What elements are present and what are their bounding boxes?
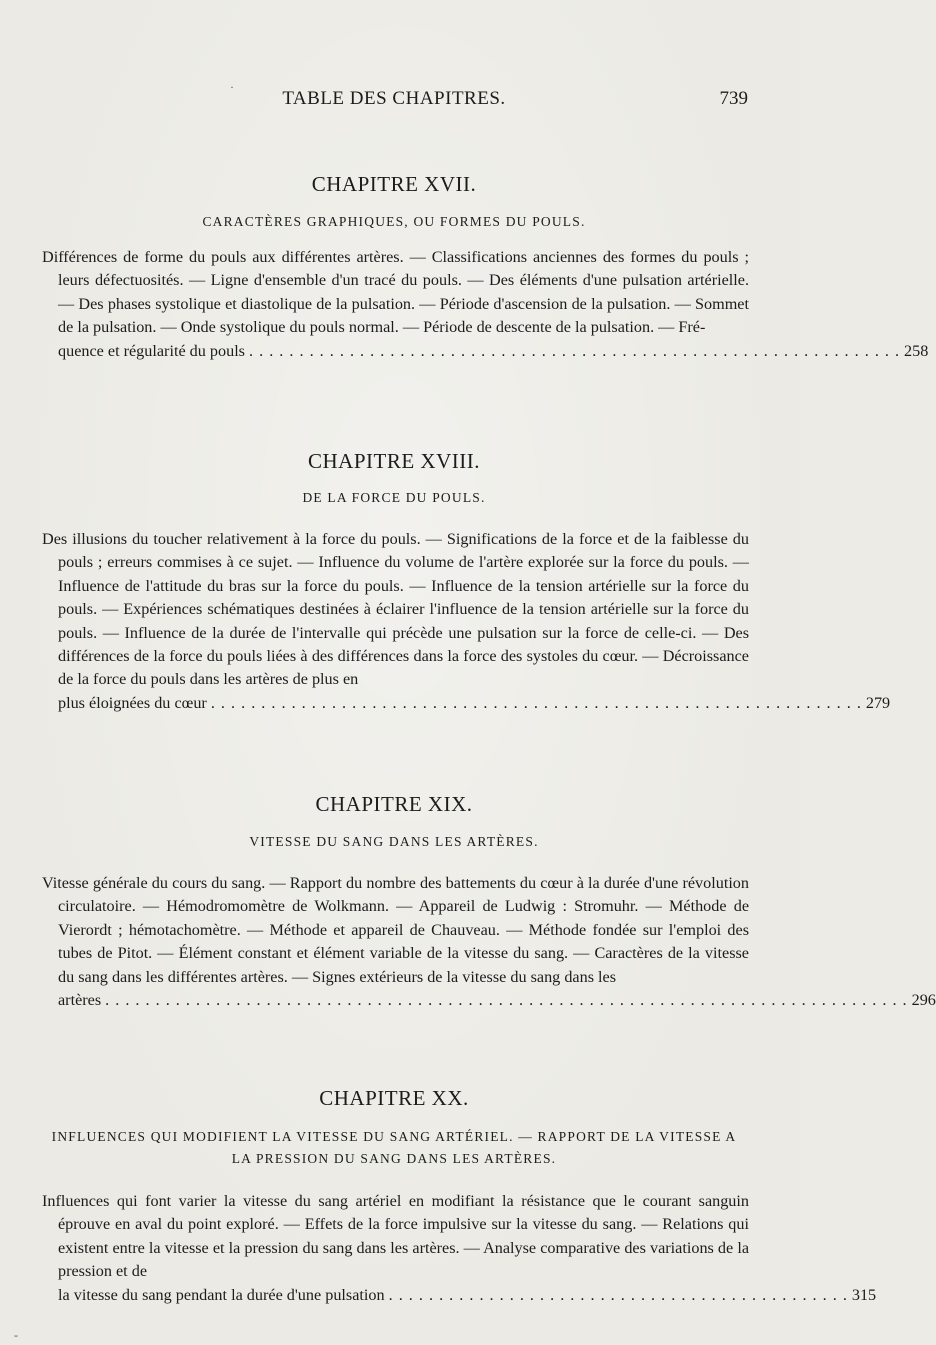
chapter-heading: CHAPITRE XIX. (315, 792, 473, 816)
entry-page-ref: 258 (904, 341, 929, 360)
leader-dots: . . . . . . . . . . . . . . . . . . . . . . . . . . . . . . . . . . . . . . . . . . . . . . . . . . . . . . . . . . . . . . . . . (249, 341, 901, 360)
leader-dots: . . . . . . . . . . . . . . . . . . . . . . . . . . . . . . . . . . . . . . . . . . . . . . (388, 1285, 848, 1304)
leader-dots: . . . . . . . . . . . . . . . . . . . . . . . . . . . . . . . . . . . . . . . . . . . . . . . . . . . . . . . . . . . . . . . . . (210, 693, 862, 712)
running-head (40, 88, 748, 114)
summary-text: Influences qui font varier la vitesse du sang artériel en modifiant la résistance que le courant sanguin éprouve en aval du point exploré. — Effets de la force impulsive sur la vitesse du sang. — Relations qui existent entre la vitesse et la pression du sang dans les artères. — Analyse comparative des variations de la pression et de (42, 1192, 749, 1281)
toc-entry-line (42, 1284, 877, 1307)
running-head-title: TABLE DES CHAPITRES. (282, 88, 506, 109)
chapter-heading: CHAPITRE XVII. (311, 172, 477, 196)
entry-page-ref: 279 (865, 693, 891, 712)
toc-entry-line (42, 340, 929, 363)
entry-page-ref: 315 (851, 1285, 877, 1304)
toc-entry-line (42, 692, 891, 715)
entry-last-line: plus éloignées du cœur (58, 693, 207, 712)
summary-text: Différences de forme du pouls aux différentes artères. — Classifications anciennes des formes du pouls ; leurs défectuosités. — Ligne d'ensemble d'un tracé du pouls. — Des éléments d'une pulsation artérielle. — Des phases systolique et diastolique de la pulsation. — Période d'ascension de la pulsation. — Sommet de la pulsation. — Onde systolique du pouls normal. — Période de descente de la pulsation. — Fré- (42, 248, 749, 337)
entry-last-line: artères (58, 991, 102, 1010)
page-number: 739 (719, 88, 748, 109)
summary-text: Des illusions du toucher relativement à la force du pouls. — Significations de la force et de la faiblesse du pouls ; erreurs commises à ce sujet. — Influence du volume de l'artère explorée sur la force du pouls. — Influence de l'attitude du bras sur la force du pouls. — Influence de la tension artérielle sur la force du pouls. — Expériences schématiques destinées à éclairer l'influence de la tension artérielle sur la force du pouls. — Influence de la durée de l'intervalle qui précède une pulsation sur la force de celle-ci. — Des différences de la force du pouls liées à des différences dans la force des systoles du cœur. — Décroissance de la force du pouls dans les artères de plus en (42, 530, 749, 689)
chapter-summary (42, 872, 936, 1012)
chapter-subtitle: CARACTÈRES GRAPHIQUES, OU FORMES DU POULS. (202, 214, 586, 229)
leader-dots: . . . . . . . . . . . . . . . . . . . . . . . . . . . . . . . . . . . . . . . . . . . . . . . . . . . . . . . . . . . . . . . . . . . . . . . . . . . . . . . . (105, 991, 908, 1010)
summary-text: Vitesse générale du cours du sang. — Rapport du nombre des battements du cœur à la durée d'une révolution circulatoire. — Hémodromomètre de Wolkmann. — Appareil de Ludwig : Stromuhr. — Méthode de Vierordt ; hémotachomètre. — Méthode et appareil de Chauveau. — Méthode fondée sur l'emploi des tubes de Pitot. — Élément constant et élément variable de la vitesse du sang. — Caractères de la vitesse du sang dans les différentes artères. — Signes extérieurs de la vitesse du sang dans les (42, 874, 749, 986)
chapter-subtitle: INFLUENCES QUI MODIFIENT LA VITESSE DU SANG ARTÉRIEL. — RAPPORT DE LA VITESSE A LA PRESSION DU SANG DANS LES ARTÈRES. (51, 1129, 737, 1166)
toc-entry-line (42, 989, 936, 1012)
entry-last-line: la vitesse du sang pendant la durée d'une pulsation (58, 1285, 385, 1304)
chapter-subtitle: VITESSE DU SANG DANS LES ARTÈRES. (249, 834, 539, 849)
chapter-summary (42, 528, 891, 715)
entry-last-line: quence et régularité du pouls (58, 341, 245, 360)
chapter-summary (42, 246, 929, 363)
chapter-subtitle: DE LA FORCE DU POULS. (302, 490, 486, 505)
chapter-summary (42, 1190, 877, 1307)
speck-mark: · (230, 80, 234, 94)
speck-mark: - (14, 1328, 18, 1342)
entry-page-ref: 296 (911, 991, 936, 1010)
chapter-heading: CHAPITRE XVIII. (308, 449, 480, 473)
chapter-heading: CHAPITRE XX. (319, 1086, 469, 1110)
